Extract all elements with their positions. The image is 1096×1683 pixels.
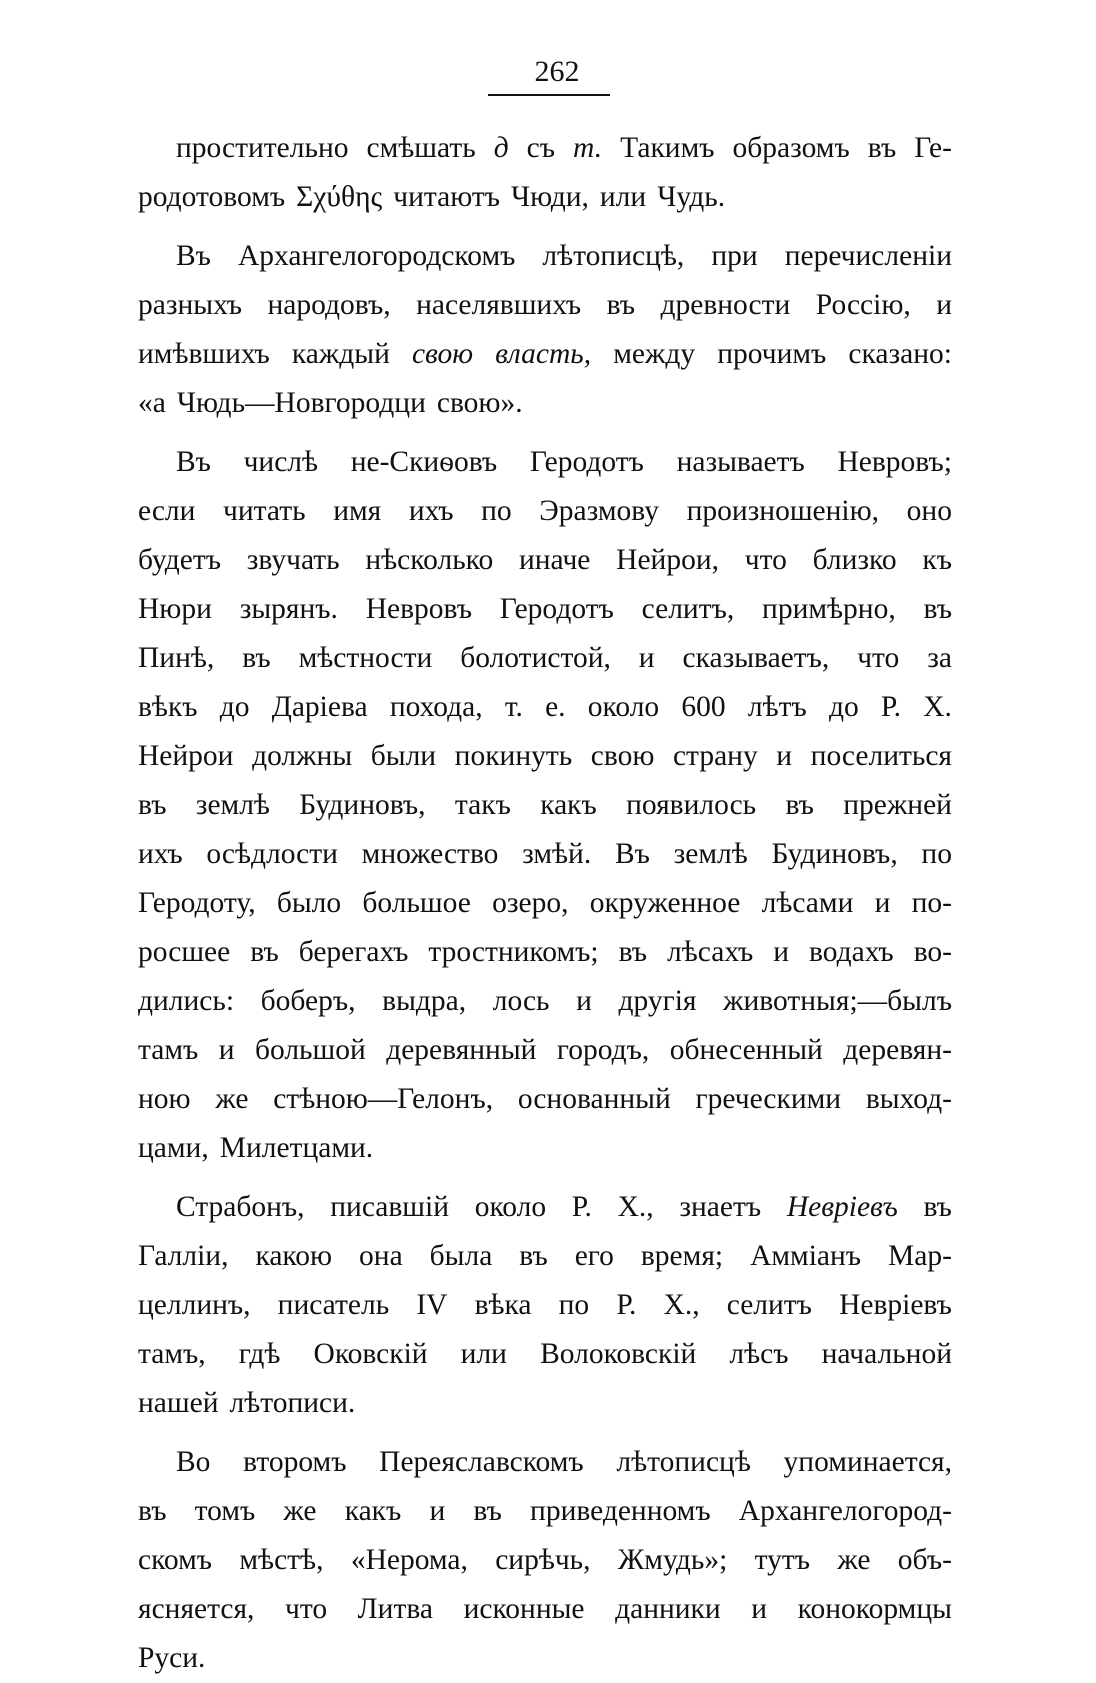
paragraph [138,438,952,1173]
word: были [370,740,437,772]
word: тростникомъ; [428,936,599,968]
word: Чюдь—Новгородци [176,387,426,419]
word: городъ, [556,1034,650,1066]
word: и [936,289,952,321]
word: оно [906,495,952,527]
word: Амміанъ [750,1240,862,1272]
word: или [599,181,647,213]
word: около [587,691,660,723]
word: Милетцами. [219,1132,374,1164]
word: лѣтописцѣ, [542,240,685,272]
word: Нюри [138,593,212,625]
text-line [138,1183,952,1232]
word: что [744,544,787,576]
text-line [138,1536,952,1585]
word: Х., [663,1289,700,1321]
word: объ- [897,1544,952,1576]
word: примѣрно, [762,593,896,625]
body-text [138,124,952,1683]
text-line [138,1026,952,1075]
word: Переяславскомъ [379,1446,584,1478]
word: Геродотъ [499,593,614,625]
word: начальной [821,1338,952,1370]
word: простительно [176,132,349,164]
word: по [481,495,512,527]
word: лѣтописцѣ [616,1446,751,1478]
word: Геродоту, [138,887,256,919]
text-line [138,330,952,379]
paragraph [138,124,952,222]
paragraph [138,1438,952,1683]
word: Нейрои, [616,544,720,576]
word: читаютъ [393,181,500,213]
text-line [138,281,952,330]
word: знаетъ [679,1191,762,1223]
word: во- [913,936,952,968]
word: Чюди, [511,181,589,213]
word: боберъ, [260,985,356,1017]
word: и [751,1593,768,1625]
word: Мар- [888,1240,952,1272]
word: другія [618,985,697,1017]
text-line [138,232,952,281]
word: Архангелогород- [738,1495,952,1527]
word: въ [606,289,636,321]
word: въ [923,593,952,625]
word: Россію, [815,289,911,321]
word: какъ [344,1495,402,1527]
word: болотистой, [460,642,611,674]
word: Въ [176,446,211,478]
word: тамъ [138,1034,199,1066]
word: IV [416,1289,448,1321]
word: близко [812,544,897,576]
word: росшее [138,936,231,968]
word: селитъ, [641,593,735,625]
word: прочимъ [717,338,827,370]
paragraph-gap [138,222,952,232]
word: деревян- [843,1034,952,1066]
word: если [138,495,196,527]
word: называетъ [676,446,805,478]
word: лѣтъ [747,691,807,723]
word: иначе [518,544,591,576]
word: въ [785,789,814,821]
text-line [138,1438,952,1487]
word: же [837,1544,871,1576]
word: стѣною—Гелонъ, [273,1083,494,1115]
word: разныхъ [138,289,242,321]
word: не-Скиѳовъ [350,446,498,478]
word: множество [361,838,499,870]
word: тамъ, [138,1338,206,1370]
text-line [138,781,952,830]
word: Во [176,1446,211,1478]
word: нѣсколько [365,544,494,576]
word: читать [223,495,306,527]
word: «а [138,387,166,419]
word: имѣвшихъ [138,338,270,370]
text-line [138,536,952,585]
word: данники [615,1593,721,1625]
word: дились: [138,985,235,1017]
word: въ [867,132,897,164]
word: было [276,887,342,919]
word: по [921,838,952,870]
word: приведенномъ [530,1495,711,1527]
word: какъ [540,789,597,821]
word: вѣкъ [138,691,198,723]
word: ихъ [138,838,183,870]
word: должны [252,740,353,772]
word: Σχύθης [296,181,383,213]
word: мѣстности [298,642,433,674]
word: основанный [517,1083,671,1115]
word: окруженное [589,887,741,919]
word: народовъ, [267,289,391,321]
text-line [138,732,952,781]
text-line [138,683,952,732]
word: Жмудь»; [617,1544,728,1576]
text-line [138,379,952,428]
text-line [138,1124,952,1173]
word: что [284,1593,328,1625]
word: обнесенный [669,1034,823,1066]
word: деревянный [386,1034,537,1066]
text-line [138,1634,952,1683]
word: ихъ [408,495,454,527]
text-line [138,585,952,634]
word: въ [618,936,648,968]
word: по- [911,887,952,919]
word: Будиновъ, [771,838,898,870]
word: имя [333,495,382,527]
word: и [776,740,793,772]
word: писавшій [330,1191,449,1223]
word: Галліи, [138,1240,229,1272]
page-number: 262 [534,55,580,88]
word: целлинъ, [138,1289,251,1321]
word: въ [138,789,167,821]
word: перечисленіи [784,240,952,272]
word: Геродотъ [529,446,644,478]
word: Эразмову [539,495,659,527]
word: нашей [138,1387,219,1419]
word: мѣстѣ, [239,1544,324,1576]
word: Архангелогородскомъ [237,240,516,272]
word: томъ [194,1495,256,1527]
word: время; [640,1240,724,1272]
word: большой [254,1034,366,1066]
word: второмъ [243,1446,347,1478]
word: Литва [357,1593,433,1625]
word: вѣка [474,1289,532,1321]
word: была [429,1240,493,1272]
word: исконные [463,1593,585,1625]
word: Даріева [271,691,368,723]
word: каждый [291,338,390,370]
word: лѣсъ [729,1338,789,1370]
word: же [215,1083,249,1115]
word: выдра, [382,985,467,1017]
word: съ [526,132,556,164]
word: лѣтописи. [229,1387,356,1419]
word: змѣй. [522,838,592,870]
word: сказываетъ, [682,642,830,674]
word: родотовомъ [138,181,286,213]
word: свою». [436,387,523,419]
paragraph-gap [138,428,952,438]
text-line [138,173,952,222]
word: лѣсахъ [667,936,754,968]
word: населявшихъ [416,289,582,321]
page-number-rule [488,94,610,96]
word: землѣ [673,838,748,870]
word: при [711,240,758,272]
text-line [138,487,952,536]
word: къ [922,544,952,576]
text-line [138,928,952,977]
word: озеро, [492,887,569,919]
word: Въ [614,838,650,870]
word: Будиновъ, [299,789,426,821]
word: ясняется, [138,1593,255,1625]
text-line [138,1379,952,1428]
word: произношенію, [686,495,880,527]
word: Х., [617,1191,654,1223]
word: Р. [880,691,902,723]
word: зырянъ. [239,593,338,625]
word: будетъ [138,544,222,576]
italic-word: свою [411,338,474,370]
word: Х. [923,691,952,723]
word: е. [545,691,566,723]
word: Невріевъ [839,1289,952,1321]
word: греческими [695,1083,842,1115]
text-line [138,438,952,487]
word: Руси. [138,1642,206,1674]
word: Такимъ [620,132,715,164]
text-line [138,830,952,879]
word: за [927,642,952,674]
word: гдѣ [238,1338,281,1370]
paragraph-gap [138,1173,952,1183]
word: «Нерома, [350,1544,468,1576]
word: и [218,1034,235,1066]
word: Страбонъ, [176,1191,305,1223]
word: покинуть [454,740,573,772]
word: селитъ [726,1289,812,1321]
word: Въ [176,240,211,272]
word: цами, [138,1132,209,1164]
text-line [138,1487,952,1536]
word: берегахъ [298,936,409,968]
word: и [429,1495,446,1527]
word: и [576,985,592,1017]
word: Чудь. [657,181,726,213]
word: Р. [616,1289,637,1321]
word: числѣ [243,446,319,478]
word: въ [473,1495,502,1527]
word: до [828,691,859,723]
word: т. [504,691,523,723]
word: похода, [389,691,483,723]
word: Оковскій [313,1338,428,1370]
text-line [138,1281,952,1330]
paragraph [138,1183,952,1428]
italic-word: Невріевъ [786,1191,898,1223]
word: свою [590,740,655,772]
text-line [138,977,952,1026]
word: около [474,1191,547,1223]
text-line [138,124,952,173]
word: его [574,1240,614,1272]
text-line [138,634,952,683]
word: Ге- [914,132,952,164]
word: или [460,1338,507,1370]
word: и [638,642,655,674]
word: Нейрои [138,740,234,772]
word: сирѣчь, [495,1544,591,1576]
paragraph [138,232,952,428]
word: и [874,887,891,919]
text-line [138,1330,952,1379]
word: конокормцы [797,1593,952,1625]
word: осѣдлости [206,838,338,870]
text-line [138,879,952,928]
word: между [613,338,696,370]
word: 600 [681,691,726,723]
word: лѣсами [761,887,854,919]
word: водахъ [809,936,894,968]
word: выход- [865,1083,952,1115]
word: же [283,1495,317,1527]
text-line [138,1585,952,1634]
word: образомъ [732,132,850,164]
word: упоминается, [783,1446,952,1478]
word: въ [138,1495,167,1527]
paragraph-gap [138,1428,952,1438]
word: животныя;—былъ [723,985,952,1017]
word: Волоковскій [540,1338,697,1370]
word: Пинѣ, [138,642,215,674]
word: въ [250,936,279,968]
italic-word: власть, [495,338,592,370]
word: въ [923,1191,952,1223]
word: тутъ [754,1544,811,1576]
word: и [773,936,790,968]
word: появилось [626,789,757,821]
word: до [219,691,250,723]
word: писатель [277,1289,390,1321]
word: сказано: [848,338,952,370]
word: древности [660,289,791,321]
word: землѣ [195,789,270,821]
word: поселиться [810,740,952,772]
italic-word: т. [573,132,603,164]
word: лось [492,985,550,1017]
word: по [558,1289,590,1321]
word: Невровъ; [837,446,952,478]
word: въ [242,642,271,674]
italic-word: д [493,132,509,164]
word: что [857,642,900,674]
word: ною [138,1083,191,1115]
word: въ [519,1240,548,1272]
word: она [359,1240,403,1272]
word: такъ [454,789,511,821]
word: смѣшать [366,132,476,164]
word: какою [255,1240,333,1272]
text-line [138,1075,952,1124]
text-line [138,1232,952,1281]
word: Р. [571,1191,592,1223]
word: скомъ [138,1544,213,1576]
word: большое [362,887,471,919]
word: страну [672,740,758,772]
word: прежней [843,789,952,821]
word: звучать [246,544,340,576]
word: Невровъ [365,593,472,625]
